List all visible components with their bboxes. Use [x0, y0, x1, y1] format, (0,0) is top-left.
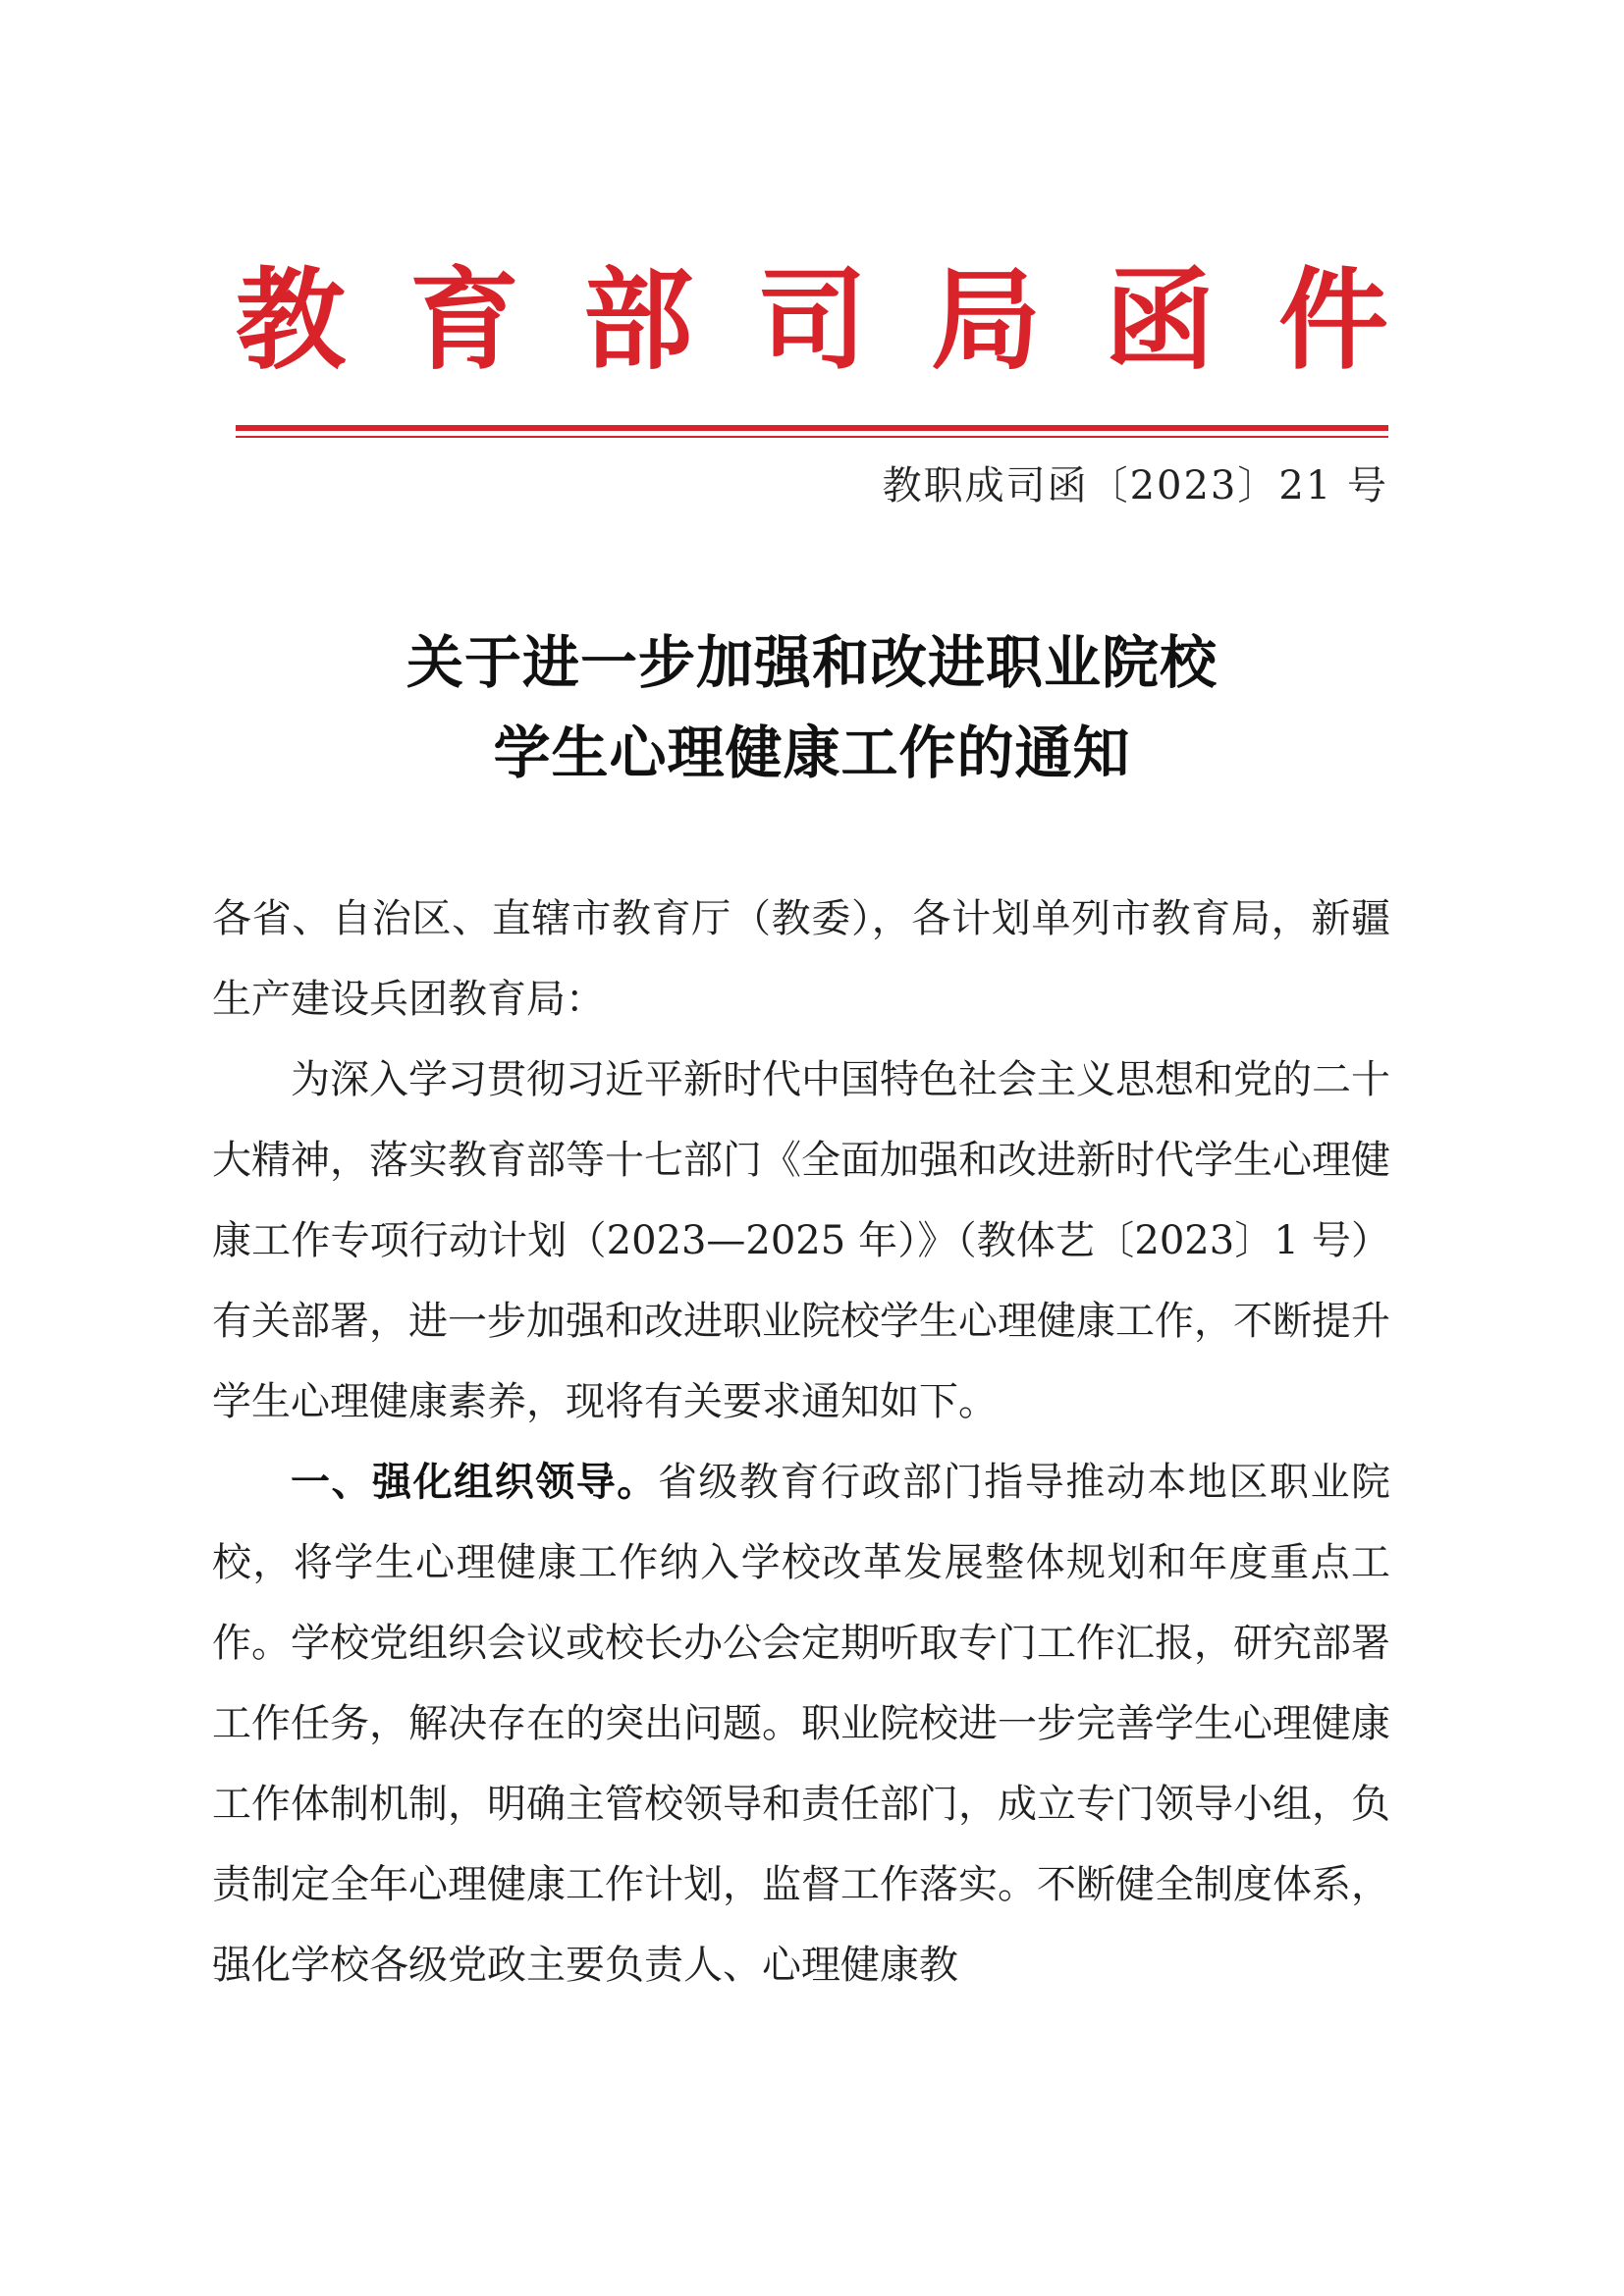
recipients: 各省、自治区、直辖市教育厅（教委），各计划单列市教育局，新疆生产建设兵团教育局： — [212, 896, 1390, 1022]
masthead-char: 件 — [1278, 257, 1388, 385]
document-number: 教职成司函〔2023〕21 号 — [882, 463, 1388, 508]
masthead-char: 部 — [583, 257, 693, 385]
masthead-char: 育 — [409, 257, 519, 385]
document-title-line-2: 学生心理健康工作的通知 — [493, 720, 1131, 786]
masthead-divider-thin — [236, 436, 1388, 438]
document-body — [212, 879, 1390, 2005]
masthead-divider-thick — [236, 425, 1388, 431]
section-1-text: 省级教育行政部门指导推动本地区职业院校，将学生心理健康工作纳入学校改革发展整体规划和年度重点工作。学校党组织会议或校长办公会定期听取专门工作汇报，研究部署工作任务，解决存在的突出问题。职业院校进一步完善学生心理健康工作体制机制，明确主管校领导和责任部门，成立专门领导小组，负责制定全年心理健康工作计划，监督工作落实。不断健全制度体系，强化学校各级党政主要负责人、心理健康教 — [212, 1460, 1391, 1988]
intro-paragraph: 为深入学习贯彻习近平新时代中国特色社会主义思想和党的二十大精神，落实教育部等十七部门《全面加强和改进新时代学生心理健康工作专项行动计划（2023—2025 年）》（教体艺〔2023〕1 号）有关部署，进一步加强和改进职业院校学生心理健康工作，不断提升学生心理健康素养，现将有关要求通知如下。 — [212, 1057, 1390, 1424]
masthead-char: 司 — [757, 257, 867, 385]
masthead — [236, 257, 1388, 385]
masthead-char: 局 — [931, 257, 1041, 385]
masthead-char: 函 — [1105, 257, 1215, 385]
section-1-paragraph — [212, 1442, 1390, 2005]
document-title-line-1: 关于进一步加强和改进职业院校 — [406, 629, 1218, 696]
section-1-heading: 一、强化组织领导。 — [291, 1460, 658, 1505]
masthead-char: 教 — [236, 257, 346, 385]
